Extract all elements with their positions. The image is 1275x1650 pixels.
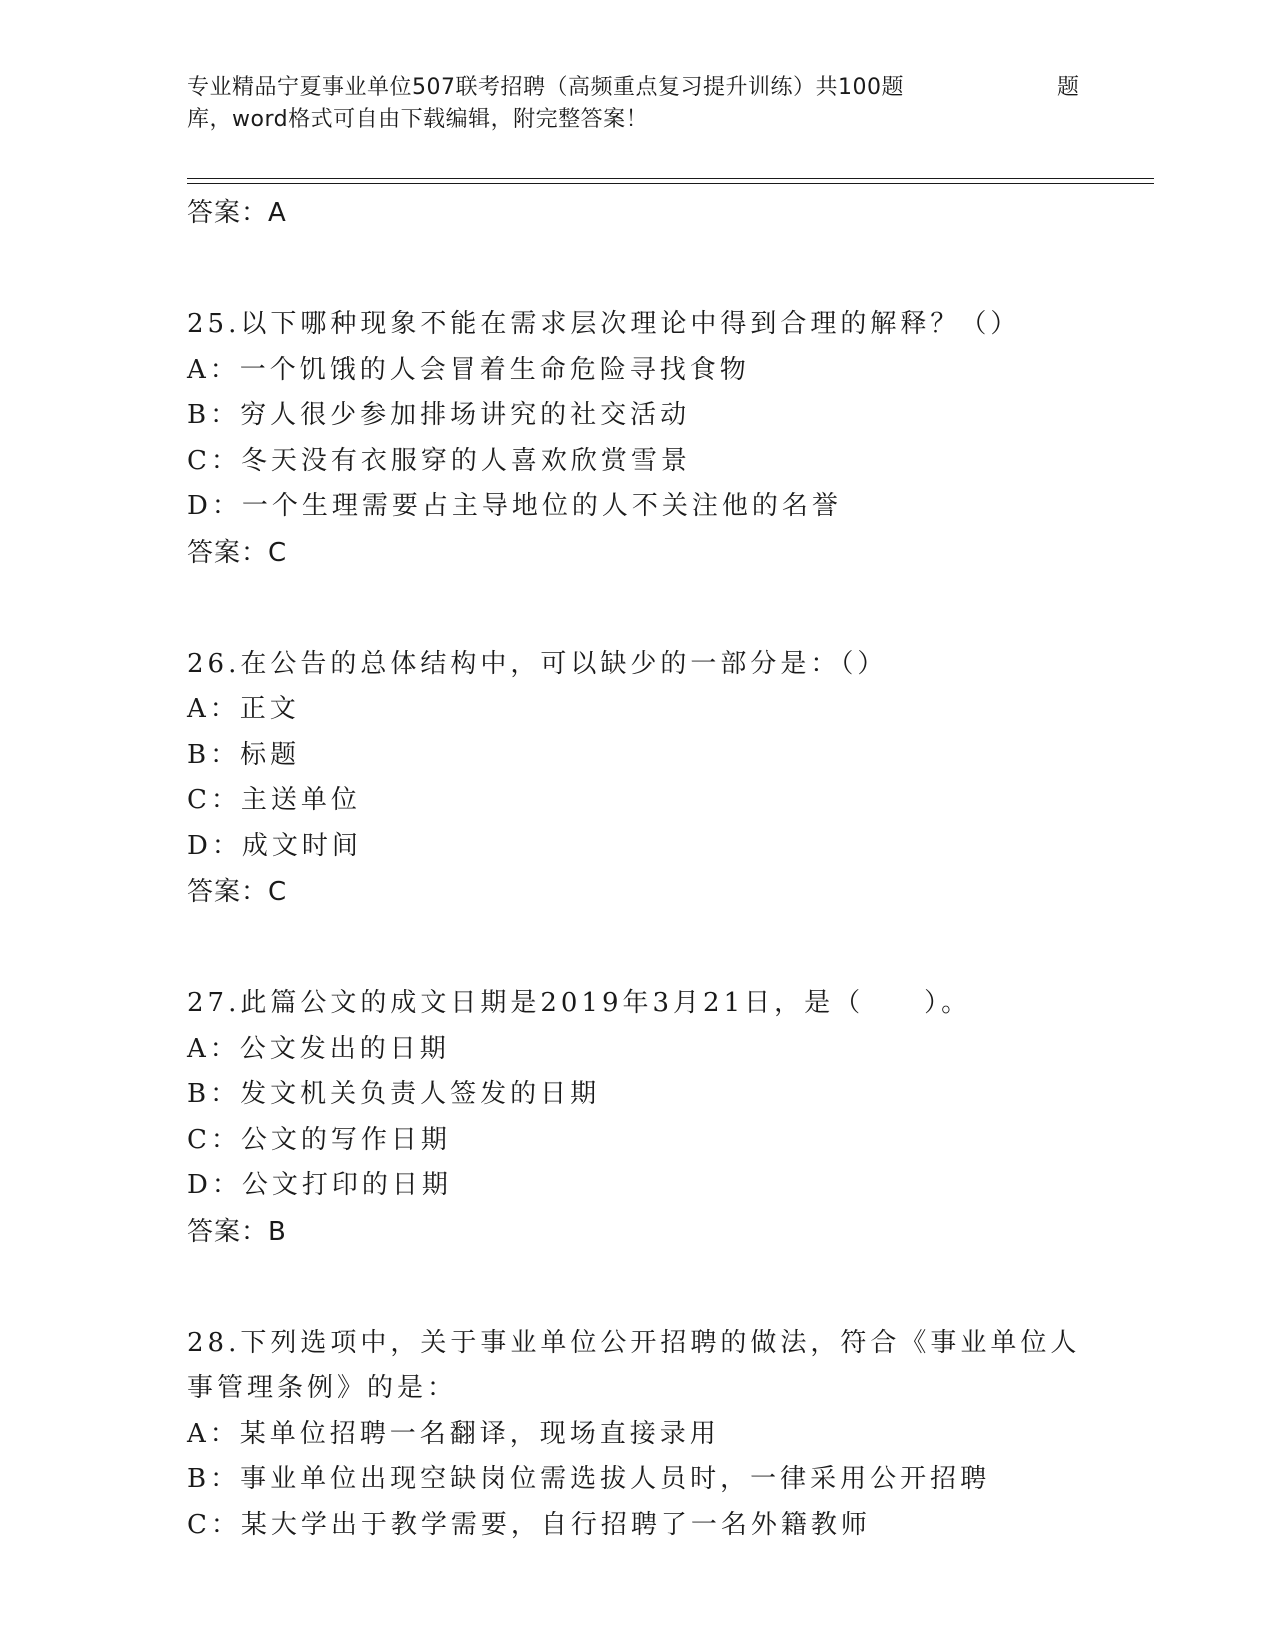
option-b: B：穷人很少参加排场讲究的社交活动	[187, 400, 691, 430]
option-d: D：成文时间	[187, 830, 362, 861]
spacer	[187, 1255, 1147, 1321]
header-line-1	[187, 72, 1087, 104]
document-body	[187, 190, 1147, 1548]
option-c: C：公文的写作日期	[187, 1124, 451, 1155]
header-divider-top	[187, 178, 1154, 179]
option-d: D：一个生理需要占主导地位的人不关注他的名誉	[187, 491, 842, 521]
answer-label: 答案：C	[187, 537, 288, 568]
header-line-2: 库，word格式可自由下载编辑，附完整答案！	[187, 107, 649, 132]
option-c: C：某大学出于教学需要，自行招聘了一名外籍教师	[187, 1509, 871, 1540]
question-block-27	[187, 981, 1147, 1255]
spacer	[187, 915, 1147, 981]
question-text: 26.在公告的总体结构中，可以缺少的一部分是：（）	[187, 648, 888, 679]
option-b: B：事业单位出现空缺岗位需选拔人员时，一律采用公开招聘	[187, 1464, 991, 1494]
option-b: B：发文机关负责人签发的日期	[187, 1079, 601, 1109]
option-c: C：主送单位	[187, 785, 361, 815]
question-block-25	[187, 302, 1147, 576]
document-header	[187, 72, 1087, 136]
spacer	[187, 236, 1147, 302]
option-a: A：一个饥饿的人会冒着生命危险寻找食物	[187, 354, 750, 385]
question-text: 28.下列选项中，关于事业单位公开招聘的做法，符合《事业单位人事管理条例》的是：	[187, 1327, 1081, 1403]
answer-label: 答案：A	[187, 198, 287, 228]
spacer	[187, 576, 1147, 642]
option-a: A：某单位招聘一名翻译，现场直接录用	[187, 1418, 720, 1449]
option-a: A：公文发出的日期	[187, 1033, 450, 1064]
answer-label: 答案：B	[187, 1216, 287, 1247]
header-title-tail: 题	[1057, 75, 1080, 100]
option-a: A：正文	[187, 694, 300, 724]
answer-label: 答案：C	[187, 877, 288, 907]
option-c: C：冬天没有衣服穿的人喜欢欣赏雪景	[187, 445, 691, 476]
header-divider-bottom	[187, 183, 1154, 184]
question-block-26	[187, 642, 1147, 916]
option-b: B：标题	[187, 739, 301, 770]
question-block-28	[187, 1321, 1147, 1549]
question-text: 25.以下哪种现象不能在需求层次理论中得到合理的解释？（）	[187, 309, 1021, 339]
question-text: 27.此篇公文的成文日期是2019年3月21日，是（ ）。	[187, 988, 972, 1018]
option-d: D：公文打印的日期	[187, 1170, 452, 1200]
header-title: 专业精品宁夏事业单位507联考招聘（高频重点复习提升训练）共100题	[187, 75, 904, 100]
